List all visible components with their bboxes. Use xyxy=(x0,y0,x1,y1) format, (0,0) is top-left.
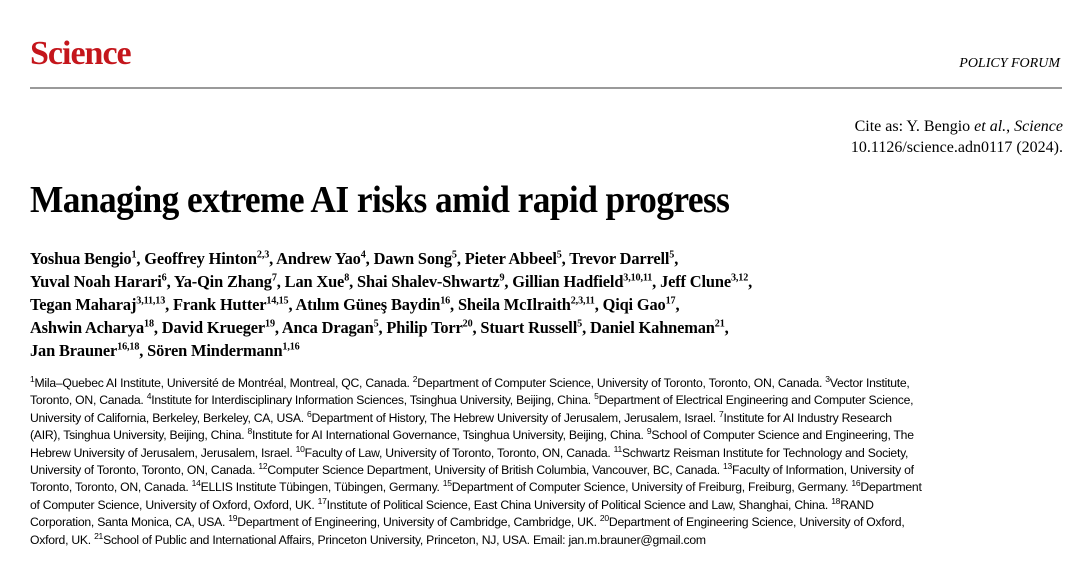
affiliation-text: Department of Computer Science, University of Toronto, Toronto, ON, Canada. xyxy=(417,376,826,390)
affiliation-number: 18 xyxy=(831,495,841,506)
author-line: Yoshua Bengio$^1$, Geoffrey Hinton$^{2,3}$, Andrew Yao$^4$, Dawn Song$^5$, Pieter Abbeel$^5$, Trevor Darrell$^5$, xyxy=(30,249,679,268)
author-name: Atılım Güneş Baydin xyxy=(295,295,441,314)
affiliation-text: Institute for AI International Governance, Tsinghua University, Beijing, China. xyxy=(252,428,647,443)
author-affiliation-marker: 20 xyxy=(462,318,473,330)
author-line: Ashwin Acharya$^{18}$, David Krueger$^{19}$, Anca Dragan$^5$, Philip Torr$^{20}$, Stuart Russell$^5$, Daniel Kahneman$^{21}$, xyxy=(30,318,729,337)
author-affiliation-marker: 2,3,11 xyxy=(570,295,595,307)
affiliation-text: School of Public and International Affairs, Princeton University, Princeton, NJ, USA. Email: jan.m.brauner@gmail.com xyxy=(103,532,706,547)
author-affiliation-marker: 4 xyxy=(360,249,366,261)
author-affiliation-marker: 18 xyxy=(144,318,154,330)
affiliations xyxy=(30,375,1060,549)
author-line: Jan Brauner$^{16,18}$, Sören Mindermann$^{1,16}$ xyxy=(30,341,300,360)
author-name: Lan Xue xyxy=(284,272,345,291)
affiliation-number: 11 xyxy=(613,443,623,454)
author-affiliation-marker: 3,12 xyxy=(730,272,749,284)
author-name: Andrew Yao xyxy=(276,249,361,268)
affiliation-line xyxy=(30,445,1060,462)
article-title: Managing extreme AI risks amid rapid progress xyxy=(30,179,730,221)
affiliation-number: 12 xyxy=(258,460,268,471)
author-affiliation-marker: 14,15 xyxy=(266,295,289,307)
affiliation-text: Vector Institute, xyxy=(829,376,910,390)
affiliation-number: 15 xyxy=(442,478,452,489)
affiliation-text: Institute for Interdisciplinary Information Sciences, Tsinghua University, Beijing, China. xyxy=(151,393,595,408)
affiliation-text: of Computer Science, University of Oxford, Oxford, UK. xyxy=(30,497,318,512)
author-affiliation-marker: 5 xyxy=(451,249,457,261)
author-affiliation-marker: 3,11,13 xyxy=(136,295,166,307)
affiliation-text: Mila–Quebec AI Institute, Université de Montréal, Montreal, QC, Canada. xyxy=(34,376,413,390)
author-name: Sören Mindermann xyxy=(147,341,283,360)
author-name: Jeff Clune xyxy=(660,272,731,291)
author-affiliation-marker: 21 xyxy=(714,318,725,330)
affiliation-text: University of Toronto, Toronto, ON, Canada. xyxy=(30,463,259,478)
author-affiliation-marker: 5 xyxy=(373,318,379,330)
citation-journal: Science xyxy=(1014,118,1063,135)
author-name: Philip Torr xyxy=(386,318,463,337)
author-name: Stuart Russell xyxy=(480,318,578,337)
affiliation-number: 8 xyxy=(247,426,252,437)
author-affiliation-marker: 1,16 xyxy=(282,341,300,353)
affiliation-text: Institute for AI Industry Research xyxy=(723,410,892,425)
affiliation-text: Department of Engineering Science, University of Oxford, xyxy=(608,515,905,530)
author-name: Trevor Darrell xyxy=(569,249,670,268)
affiliation-number: 9 xyxy=(646,426,652,437)
affiliation-number: 14 xyxy=(191,478,201,489)
author-affiliation-marker: 16,18 xyxy=(117,341,140,353)
affiliation-text: (AIR), Tsinghua University, Beijing, China. xyxy=(30,428,248,443)
affiliation-text: Oxford, UK. xyxy=(30,532,95,547)
affiliation-text: School of Computer Science and Engineering, The xyxy=(651,428,914,443)
header-divider xyxy=(30,87,1062,89)
author-affiliation-marker: 9 xyxy=(499,272,505,284)
affiliation-text: Hebrew University of Jerusalem, Jerusalem, Israel. xyxy=(30,445,296,460)
affiliation-line xyxy=(30,479,1060,496)
affiliation-line xyxy=(30,532,1060,549)
citation-etal: et al. xyxy=(974,118,1007,135)
author-list xyxy=(30,247,1030,362)
affiliation-text: Department xyxy=(860,480,922,495)
author-affiliation-marker: 5 xyxy=(577,318,583,330)
author-name: Ashwin Acharya xyxy=(30,318,145,337)
affiliation-number: 1 xyxy=(30,373,35,384)
affiliation-number: 19 xyxy=(228,513,238,524)
author-affiliation-marker: 19 xyxy=(265,318,275,330)
affiliation-number: 17 xyxy=(317,495,327,506)
affiliation-number: 13 xyxy=(723,460,733,471)
affiliation-number: 5 xyxy=(594,391,599,402)
affiliation-text: Computer Science Department, University of British Columbia, Vancouver, BC, Canada. xyxy=(267,463,724,478)
author-name: Gillian Hadfield xyxy=(512,272,624,291)
affiliation-text: University of California, Berkeley, Berkeley, CA, USA. xyxy=(30,410,308,425)
affiliation-number: 6 xyxy=(307,408,312,419)
author-affiliation-marker: 1 xyxy=(131,249,137,261)
affiliation-number: 16 xyxy=(851,478,861,489)
journal-logo: Science xyxy=(30,35,131,72)
affiliation-text: Department of Computer Science, University of Freiburg, Freiburg, Germany. xyxy=(451,480,852,495)
author-affiliation-marker: 7 xyxy=(271,272,277,284)
affiliation-number: 3 xyxy=(825,373,830,384)
author-name: Dawn Song xyxy=(373,249,452,268)
affiliation-text: Schwartz Reisman Institute for Technology and Society, xyxy=(622,445,909,460)
affiliation-line xyxy=(30,462,1060,479)
author-name: Qiqi Gao xyxy=(602,295,666,314)
affiliation-number: 7 xyxy=(718,408,724,419)
affiliation-line xyxy=(30,427,1060,444)
affiliation-number: 4 xyxy=(146,391,152,402)
author-name: Daniel Kahneman xyxy=(589,318,715,337)
author-name: Yoshua Bengio xyxy=(30,249,132,268)
affiliation-text: Corporation, Santa Monica, CA, USA. xyxy=(30,515,229,530)
author-name: David Krueger xyxy=(161,318,266,337)
affiliation-text: Department of Electrical Engineering and Computer Science, xyxy=(598,393,914,408)
author-affiliation-marker: 16 xyxy=(440,295,451,307)
section-label: POLICY FORUM xyxy=(959,56,1060,71)
author-name: Tegan Maharaj xyxy=(30,295,137,314)
author-name: Yuval Noah Harari xyxy=(30,272,162,291)
citation-line-1: Cite as: Y. Bengio et al., Science xyxy=(854,118,1063,135)
affiliation-number: 10 xyxy=(295,443,305,454)
affiliation-text: Department of Engineering, University of Cambridge, Cambridge, UK. xyxy=(237,515,600,530)
author-affiliation-marker: 5 xyxy=(669,249,675,261)
citation-prefix: Cite as: Y. Bengio xyxy=(854,118,975,135)
affiliation-text: Faculty of Information, University of xyxy=(732,463,914,478)
affiliation-text: Institute of Political Science, East China University of Political Science and Law, Shanghai, China. xyxy=(326,497,832,512)
affiliation-text: Department of History, The Hebrew University of Jerusalem, Jerusalem, Israel. xyxy=(311,410,719,425)
affiliation-line xyxy=(30,375,1060,392)
affiliation-line xyxy=(30,410,1060,427)
affiliation-line xyxy=(30,497,1060,514)
affiliation-text: Faculty of Law, University of Toronto, Toronto, ON, Canada. xyxy=(304,445,614,460)
author-name: Frank Hutter xyxy=(173,295,267,314)
affiliation-text: Toronto, Toronto, ON, Canada. xyxy=(30,480,192,495)
affiliation-number: 2 xyxy=(412,373,418,384)
affiliation-text: ELLIS Institute Tübingen, Tübingen, Germany. xyxy=(200,480,443,495)
author-name: Jan Brauner xyxy=(30,341,118,360)
author-affiliation-marker: 6 xyxy=(161,272,167,284)
citation-block xyxy=(851,116,1063,158)
author-affiliation-marker: 5 xyxy=(556,249,562,261)
author-line: Tegan Maharaj$^{3,11,13}$, Frank Hutter$^{14,15}$, Atılım Güneş Baydin$^{16}$, Sheila McIlraith$^{2,3,11}$, Qiqi Gao$^{17}$, xyxy=(30,295,680,314)
citation-doi: 10.1126/science.adn0117 (2024). xyxy=(850,139,1063,156)
affiliation-line xyxy=(30,392,1060,409)
author-affiliation-marker: 8 xyxy=(344,272,350,284)
author-affiliation-marker: 3,10,11 xyxy=(623,272,653,284)
author-affiliation-marker: 2,3 xyxy=(256,249,270,261)
affiliation-number: 21 xyxy=(94,530,104,541)
affiliation-number: 20 xyxy=(599,513,609,524)
author-name: Shai Shalev-Shwartz xyxy=(357,272,500,291)
author-name: Geoffrey Hinton xyxy=(144,249,257,268)
author-line: Yuval Noah Harari$^6$, Ya-Qin Zhang$^7$, Lan Xue$^8$, Shai Shalev-Shwartz$^9$, Gillian Hadfield$^{3,10,11}$, Jeff Clune$^{3,12}$, xyxy=(30,272,753,291)
author-name: Sheila McIlraith xyxy=(457,295,571,314)
affiliation-line xyxy=(30,514,1060,531)
author-name: Pieter Abbeel xyxy=(464,249,557,268)
affiliation-text: RAND xyxy=(840,497,874,512)
author-name: Anca Dragan xyxy=(281,318,374,337)
author-name: Ya-Qin Zhang xyxy=(173,272,272,291)
affiliation-text: Toronto, ON, Canada. xyxy=(30,393,147,408)
author-affiliation-marker: 17 xyxy=(665,295,676,307)
